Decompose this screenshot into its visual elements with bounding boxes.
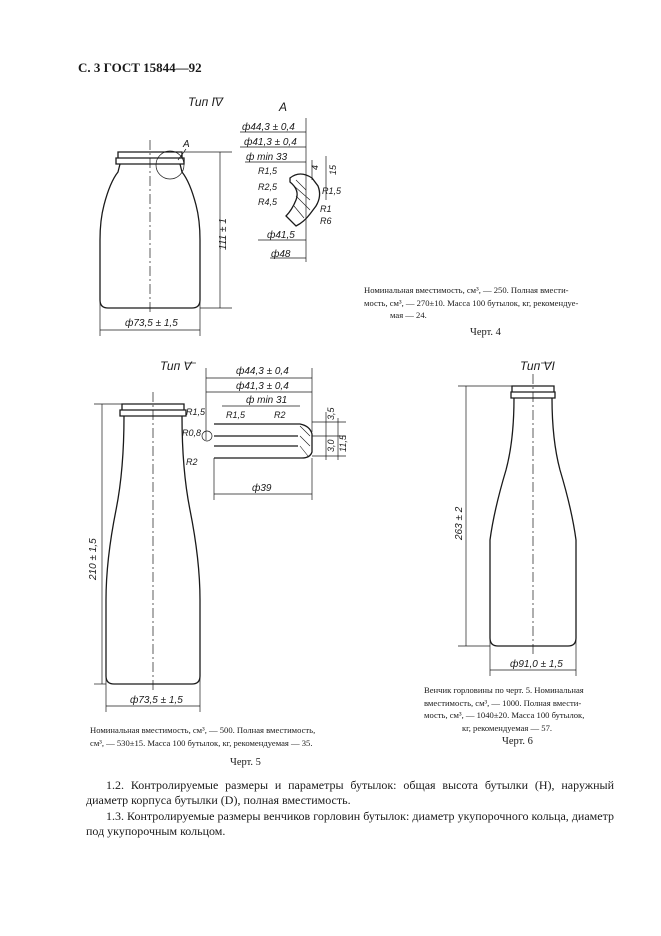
fig4-height-dim: 111 ± 1 <box>218 218 229 250</box>
svg-text:ф41,3 ± 0,4: ф41,3 ± 0,4 <box>236 381 289 392</box>
svg-text:R1,5: R1,5 <box>226 410 246 420</box>
paragraph-1-3: 1.3. Контролируемые размеры венчиков горловин бутылок: диаметр укупорочного кольца, диаметр под укупорочным кольцом. <box>86 809 614 838</box>
svg-text:3,0: 3,0 <box>326 439 336 452</box>
svg-text:R2,5: R2,5 <box>258 182 278 192</box>
svg-text:R1: R1 <box>320 204 332 214</box>
svg-text:ф39: ф39 <box>252 483 272 494</box>
fig6-height-dim: 263 ± 2 <box>454 506 465 540</box>
fig4-type-label: Тип IV <box>188 95 223 109</box>
fig4-callout: А <box>183 139 190 150</box>
svg-text:R0,8: R0,8 <box>182 428 202 438</box>
svg-text:ф min 33: ф min 33 <box>246 152 288 163</box>
fig6-type-label: Тип VI <box>520 359 555 373</box>
fig5-height-dim: 210 ± 1,5 <box>88 538 99 580</box>
svg-text:ф44,3 ± 0,4: ф44,3 ± 0,4 <box>242 122 295 133</box>
svg-text:R4,5: R4,5 <box>258 197 278 207</box>
svg-text:R1,5: R1,5 <box>322 186 342 196</box>
fig5-type-label: Тип V <box>160 359 192 373</box>
fig5-neck-detail <box>182 365 348 500</box>
page-header: С. 3 ГОСТ 15844—92 <box>78 60 202 75</box>
svg-text:ф41,5: ф41,5 <box>267 230 295 241</box>
svg-text:ф44,3 ± 0,4: ф44,3 ± 0,4 <box>236 366 289 377</box>
fig5-diameter-dim: ф73,5 ± 1,5 <box>130 695 183 706</box>
svg-text:3,5: 3,5 <box>326 407 336 420</box>
paragraph-1-2: 1.2. Контролируемые размеры и параметры бутылок: общая высота бутылки (H), наружный диаметр корпуса бутылки (D), полная вместимость. <box>86 778 614 807</box>
fig4-diameter-dim: ф73,5 ± 1,5 <box>125 318 178 329</box>
svg-text:R6: R6 <box>320 216 332 226</box>
fig6-label: Черт. 6 <box>502 736 533 747</box>
svg-text:R1,5: R1,5 <box>186 407 206 417</box>
bottle-type-vi-drawing <box>454 359 576 676</box>
fig5-label: Черт. 5 <box>230 757 261 768</box>
fig4-detail-a <box>240 118 342 262</box>
svg-text:11,5: 11,5 <box>338 435 348 452</box>
svg-text:R1,5: R1,5 <box>258 166 278 176</box>
fig5-caption: Номинальная вместимость, см³, — 500. Полная вместимость, см³, — 530±15. Масса 100 бутылок, кг, рекомендуемая — 35. <box>90 725 316 748</box>
svg-text:4: 4 <box>310 164 320 170</box>
fig4-caption: Номинальная вместимость, см³, — 250. Полная вмести- мость, см³, — 270±10. Масса 100 бутылок, кг, рекомендуе- мая — 24. <box>364 285 579 320</box>
svg-text:15: 15 <box>328 164 338 175</box>
svg-text:R2: R2 <box>274 410 286 420</box>
svg-text:ф41,3 ± 0,4: ф41,3 ± 0,4 <box>244 137 297 148</box>
fig6-diameter-dim: ф91,0 ± 1,5 <box>510 659 563 670</box>
fig4-label: Черт. 4 <box>470 327 501 338</box>
bottle-type-v-drawing <box>88 359 200 712</box>
fig4-detail-label: А <box>279 100 288 114</box>
fig6-caption: Венчик горловины по черт. 5. Номинальная вместимость, см³, — 1000. Полная вмести- мость, см³, — 1040±20. Масса 100 бутылок, кг, рекомендуемая — 57. <box>424 685 585 733</box>
svg-text:ф min 31: ф min 31 <box>246 395 288 406</box>
svg-text:R2: R2 <box>186 457 198 467</box>
svg-text:ф48: ф48 <box>271 249 291 260</box>
body-text <box>86 778 614 840</box>
